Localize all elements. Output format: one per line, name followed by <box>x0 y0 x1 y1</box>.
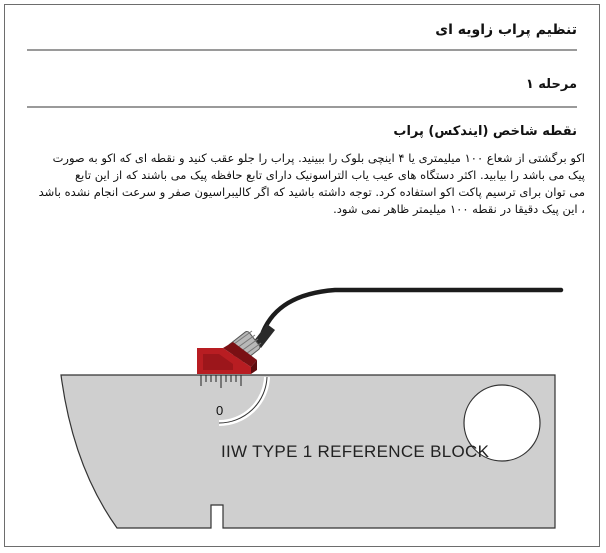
body-paragraph <box>9 150 585 218</box>
paragraph-line-4: ، این پیک دقیقا در نقطه ۱۰۰ میلیمتر ظاهر نمی شود. <box>333 202 585 216</box>
section-heading: نقطه شاخص (ایندکس) پراب <box>393 124 577 139</box>
title-divider <box>27 49 577 51</box>
step-divider <box>27 106 577 108</box>
block-label: IIW TYPE 1 REFERENCE BLOCK <box>221 442 490 461</box>
paragraph-line-2: پیک می باشد را بیابید. اکثر دستگاه های عیب یاب التراسونیک دارای تابع حافظه پیک می باشند که از این تابع <box>75 168 585 182</box>
paragraph-line-1: اکو برگشتی از شعاع ۱۰۰ میلیمتری یا ۴ اینچی بلوک را ببینید. پراب را جلو عقب کنید و نقطه ای که اکو به صورت <box>52 151 585 165</box>
paragraph-line-3: می توان برای ترسیم پاکت اکو استفاده کرد. توجه داشته باشید که اگر کالیبراسیون صفر و سرعت انجام نشده باشد <box>38 185 585 199</box>
scale-zero-label: 0 <box>216 403 224 418</box>
document-page <box>4 4 600 547</box>
reference-block-illustration <box>5 260 599 546</box>
reference-block-svg <box>5 260 599 546</box>
page-title: تنظیم پراب زاویه ای <box>435 22 577 38</box>
step-heading: مرحله ۱ <box>525 77 577 92</box>
probe-cable <box>263 290 561 332</box>
